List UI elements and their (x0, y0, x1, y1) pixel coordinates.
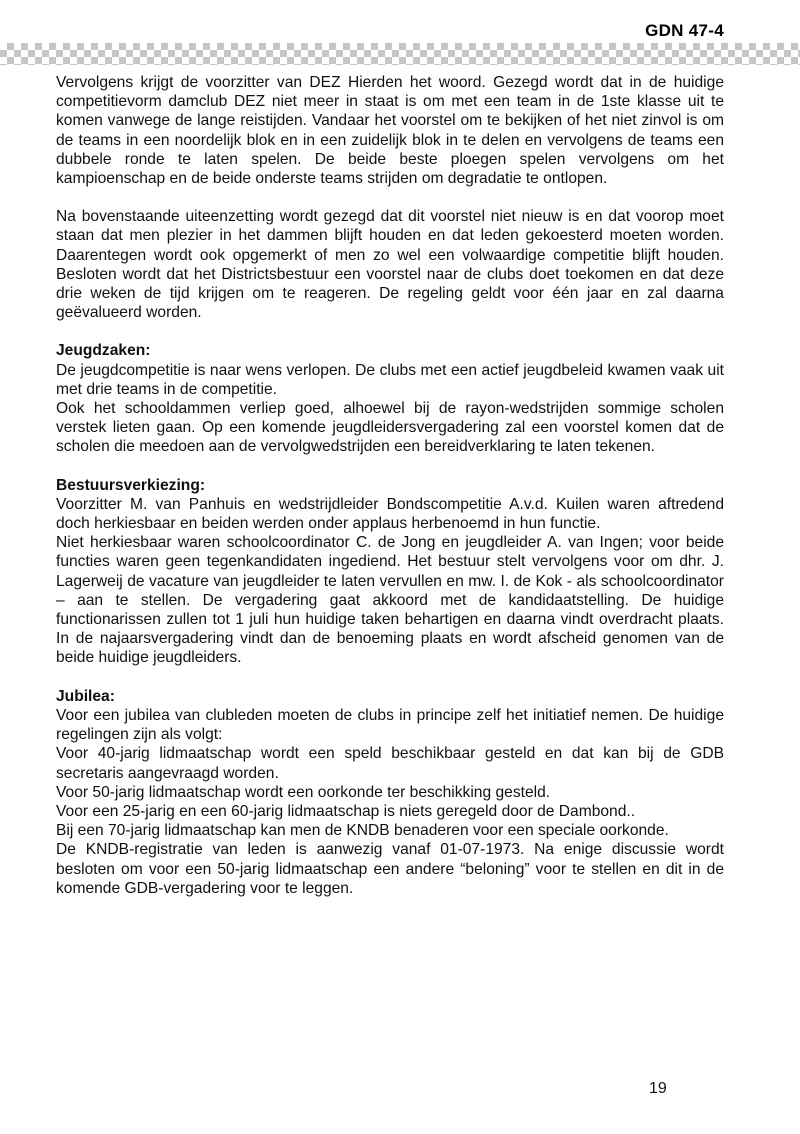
document-body (56, 73, 724, 898)
checkered-header-band (0, 43, 800, 65)
jubilea-line: Voor een jubilea van clubleden moeten de clubs in principe zelf het initiatief nemen. De huidige regelingen zijn als volgt: (56, 706, 724, 744)
jubilea-line: Bij een 70-jarig lidmaatschap kan men de KNDB benaderen voor een speciale oorkonde. (56, 822, 669, 840)
section-heading-bestuursverkiezing: Bestuursverkiezing: (56, 476, 206, 494)
paragraph-dez-proposal: Vervolgens krijgt de voorzitter van DEZ Hierden het woord. Gezegd wordt dat in de huidige competitievorm damclub DEZ niet meer in staat is om met een team in de 1ste klasse uit te komen vanwege de lange reistijden. Vandaar het voorstel om te bekijken of het niet zinvol is om de teams in een noordelijk blok en in een zuidelijk blok in te delen en vervolgens de teams een dubbele ronde te laten spelen. De beide beste ploegen spelen vervolgens om het kampioenschap en de beide onderste teams strijden om degradatie te ontlopen. (56, 74, 724, 188)
jubilea-line: Voor 50-jarig lidmaatschap wordt een oorkonde ter beschikking gesteld. (56, 783, 551, 801)
paragraph-vacatures: Niet herkiesbaar waren schoolcoordinator C. de Jong en jeugdleider A. van Ingen; voor beide functies waren geen tegenkandidaten ingediend. Het bestuur stelt vervolgens voor om dhr. J. Lagerweij de vacature van jeugdleider te laten vervullen en mw. I. de Kok - als schoolcoordinator – aan te stellen. De vergadering gaat akkoord met de kandidaatstelling. De huidige functionarissen zullen tot 1 juli hun huidige taken behartigen en daarna vindt overdracht plaats. In de najaarsvergadering vindt dan de benoeming plaats en wordt afscheid genomen van de beide huidige jeugdleiders. (56, 534, 724, 667)
jubilea-line: De KNDB-registratie van leden is aanwezig vanaf 01-07-1973. Na enige discussie wordt besloten om voor een 50-jarig lidmaatschap een andere “beloning” voor te stellen en dit in de komende GDB-vergadering voor te leggen. (56, 841, 724, 897)
paragraph-jeugdcompetitie: De jeugdcompetitie is naar wens verlopen. De clubs met een actief jeugdbeleid kwamen vaak uit met drie teams in de competitie. (56, 361, 724, 398)
section-heading-jeugdzaken: Jeugdzaken: (56, 342, 151, 360)
page-header-code: GDN 47-4 (645, 21, 724, 40)
jubilea-line: Voor een 25-jarig en een 60-jarig lidmaatschap is niets geregeld door de Dambond.. (56, 802, 636, 820)
paragraph-discussion: Na bovenstaande uiteenzetting wordt gezegd dat dit voorstel niet nieuw is en dat voorop moet staan dat men plezier in het dammen blijft houden en dat leden gekoesterd moeten worden. Daarentegen wordt ook opgemerkt of men zo wel een volwaardige competitie blijft houden. Besloten wordt dat het Districtsbestuur een voorstel naar de clubs doet toekomen en dat deze drie weken de tijd krijgen om te reageren. De regeling geldt voor één jaar en zal daarna geëvalueerd worden. (56, 208, 724, 322)
jubilea-line: Voor 40-jarig lidmaatschap wordt een speld beschikbaar gesteld en dat kan bij de GDB secretaris aangevraagd worden. (56, 745, 724, 782)
page-number: 19 (649, 1080, 667, 1097)
section-heading-jubilea: Jubilea: (56, 687, 115, 705)
paragraph-herbenoeming: Voorzitter M. van Panhuis en wedstrijdleider Bondscompetitie A.v.d. Kuilen waren aftredend doch herkiesbaar en beiden werden onder applaus herbenoemd in hun functie. (56, 495, 724, 533)
paragraph-schooldammen: Ook het schooldammen verliep goed, alhoewel bij de rayon-wedstrijden sommige scholen verstek lieten gaan. Op een komende jeugdleidersvergadering zal een voorstel komen dat de scholen die meedoen aan de vervolgwedstrijden een bereidverklaring te laten tekenen. (56, 400, 724, 456)
